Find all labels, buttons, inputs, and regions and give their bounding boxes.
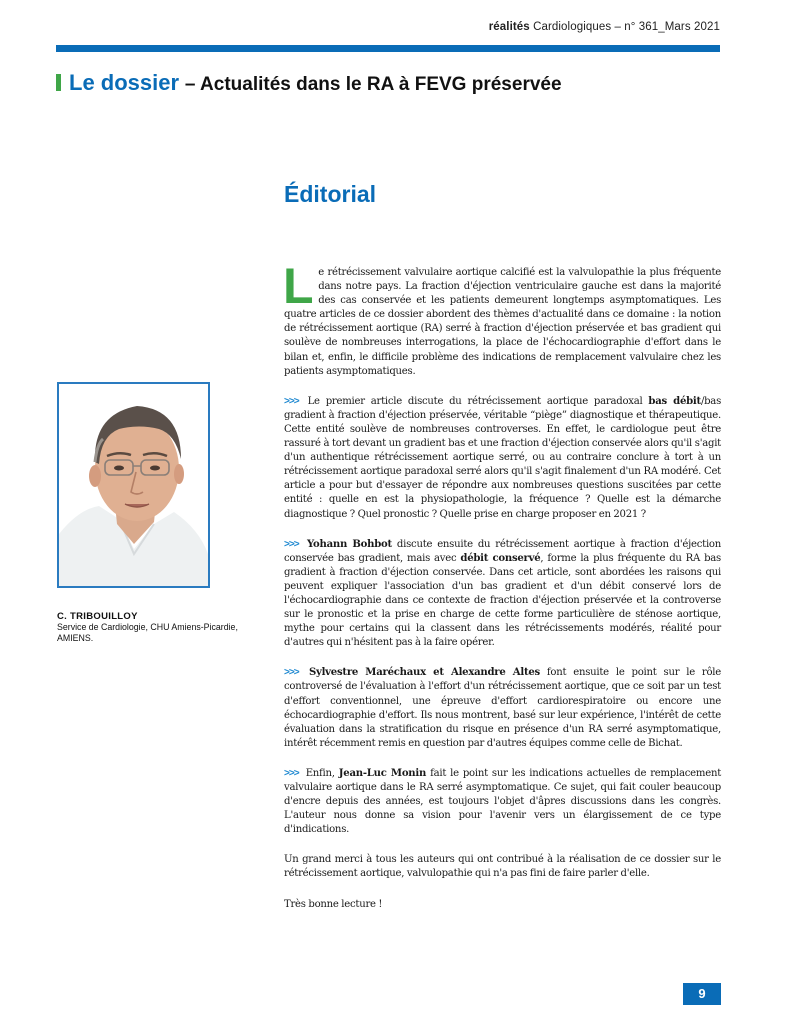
dossier-heading <box>56 70 562 96</box>
p1-text-a: Le premier article discute du rétrécissement aortique paradoxal <box>301 395 649 407</box>
closing-line: Très bonne lecture ! <box>284 898 383 910</box>
drop-cap: L <box>283 258 314 314</box>
dossier-label: Le dossier <box>69 70 180 95</box>
p4-text-a: Enfin, <box>301 767 339 779</box>
page-number: 9 <box>683 983 721 1005</box>
author-affiliation: Service de Cardiologie, CHU Amiens-Picardie, <box>57 622 238 632</box>
section-title: Éditorial <box>284 181 377 207</box>
editorial-body <box>283 258 721 928</box>
journal-issue: Cardiologiques – n° 361_Mars 2021 <box>533 21 720 33</box>
triple-arrow-icon: >>> <box>284 538 299 550</box>
p2-text-a: discute ensuite du rétrécissement aortique à fraction d'éjection conservée bas gradient, mais avec <box>284 538 721 564</box>
paragraph-4 <box>284 767 721 837</box>
dossier-subtitle: – Actualités dans le RA à FEVG préservée <box>184 74 562 95</box>
triple-arrow-icon: >>> <box>284 667 299 679</box>
author-block <box>57 611 267 644</box>
triple-arrow-icon: >>> <box>284 395 299 407</box>
running-header <box>489 21 720 33</box>
thanks-paragraph: Un grand merci à tous les auteurs qui ont contribué à la réalisation de ce dossier sur le rétrécissement aortique, valvulopathie qui n'a pas fini de faire parler d'elle. <box>284 854 721 880</box>
intro-paragraph <box>283 258 721 379</box>
author-name: C. TRIBOUILLOY <box>57 611 138 622</box>
p4-text-b: fait le point sur les indications actuelles de remplacement valvulaire aortique dans le RA serré asymptomatique. Ce sujet, qui fait couler beaucoup d'encre depuis des années, est toujours l'objet d'âpres discussions dans les congrès. L'auteur nous donne sa vision pour l'avenir vers un élargissement de ce type d'indications. <box>284 767 721 836</box>
author-photo <box>57 382 210 588</box>
journal-brand: réalités <box>488 21 530 33</box>
p2-text-b: , forme la plus fréquente du RA bas gradient à fraction d'éjection conservée. Dans cet article, sont abordées les raisons qui peuvent expliquer l'association d'un bas gradient et d'un débit conservé lors de l'échocardiographie dans ce contexte de fraction d'éjection préservée et la controverse sur le pronostic et la prise en charge de cette forme particulière de sténose aortique, mythe pour certains qui la classent dans les rétrécissements modérés, réalité pour d'autres qui n'hésitent pas à la faire opérer. <box>284 552 721 649</box>
author-city: AMIENS. <box>57 633 94 643</box>
header-rule <box>56 45 720 52</box>
p4-author: Jean-Luc Monin <box>338 767 427 779</box>
paragraph-1 <box>284 395 721 522</box>
paragraph-2 <box>284 538 721 651</box>
author-portrait-icon <box>59 384 208 586</box>
p3-authors: Sylvestre Maréchaux et Alexandre Altes <box>301 667 540 679</box>
paragraph-3 <box>284 666 721 751</box>
p1-bold: bas débit <box>648 395 701 407</box>
p1-text-b: /bas gradient à fraction d'éjection préservée, véritable “piège” diagnostique et thérapeutique. Cette entité soulève de nombreuses controverses. En effet, le cardiologue peut être rassuré à tort devant un gradient bas et une fraction d'éjection conservée alors qu'il s'agit d'un authentique rétrécissement aortique serré, ou au contraire conclure à tort à un rétrécissement aortique paradoxal serré alors qu'il s'agit finalement d'un RA modéré. Cet article a pour but d'essayer de répondre aux nombreuses questions suscitées par cette entité : quelle en est la physiopathologie, la fréquence ? Quelle est la démarche diagnostique ? Quel pronostic ? Quelle prise en charge proposer en 2021 ? <box>284 395 721 520</box>
green-marker-icon <box>56 74 61 91</box>
p3-text: font ensuite le point sur le rôle controversé de l'évaluation à l'effort d'un rétrécissement aortique, que ce soit par un test d'effort conventionnel, une épreuve d'effort cardiorespiratoire ou encore une échocardiographie d'effort. Ils nous montrent, basé sur leur expérience, l'intérêt de cette évaluation dans la stratification du risque en présence d'un RA serré asymptomatique, intérêt récemment remis en question par d'autres équipes comme celle de Bichat. <box>284 667 721 749</box>
triple-arrow-icon: >>> <box>284 767 299 779</box>
p2-author: Yohann Bohbot <box>301 538 392 550</box>
p2-bold: débit conservé <box>460 552 541 564</box>
intro-text: e rétrécissement valvulaire aortique calcifié est la valvulopathie la plus fréquente dans notre pays. La fraction d'éjection ventriculaire gauche est dans la majorité des cas conservée et les patients demeurent longtemps asymptomatiques. Les quatre articles de ce dossier abordent des thèmes d'actualité dans ce domaine : la notion de rétrécissement aortique (RA) serré à fraction d'éjection préservée et bas gradient qui soulève de nombreuses interrogations, la place de l'échocardiographie d'effort dans le bilan et, enfin, le difficile problème des indications de remplacement valvulaire chez les patients asymptomatiques. <box>284 267 721 377</box>
